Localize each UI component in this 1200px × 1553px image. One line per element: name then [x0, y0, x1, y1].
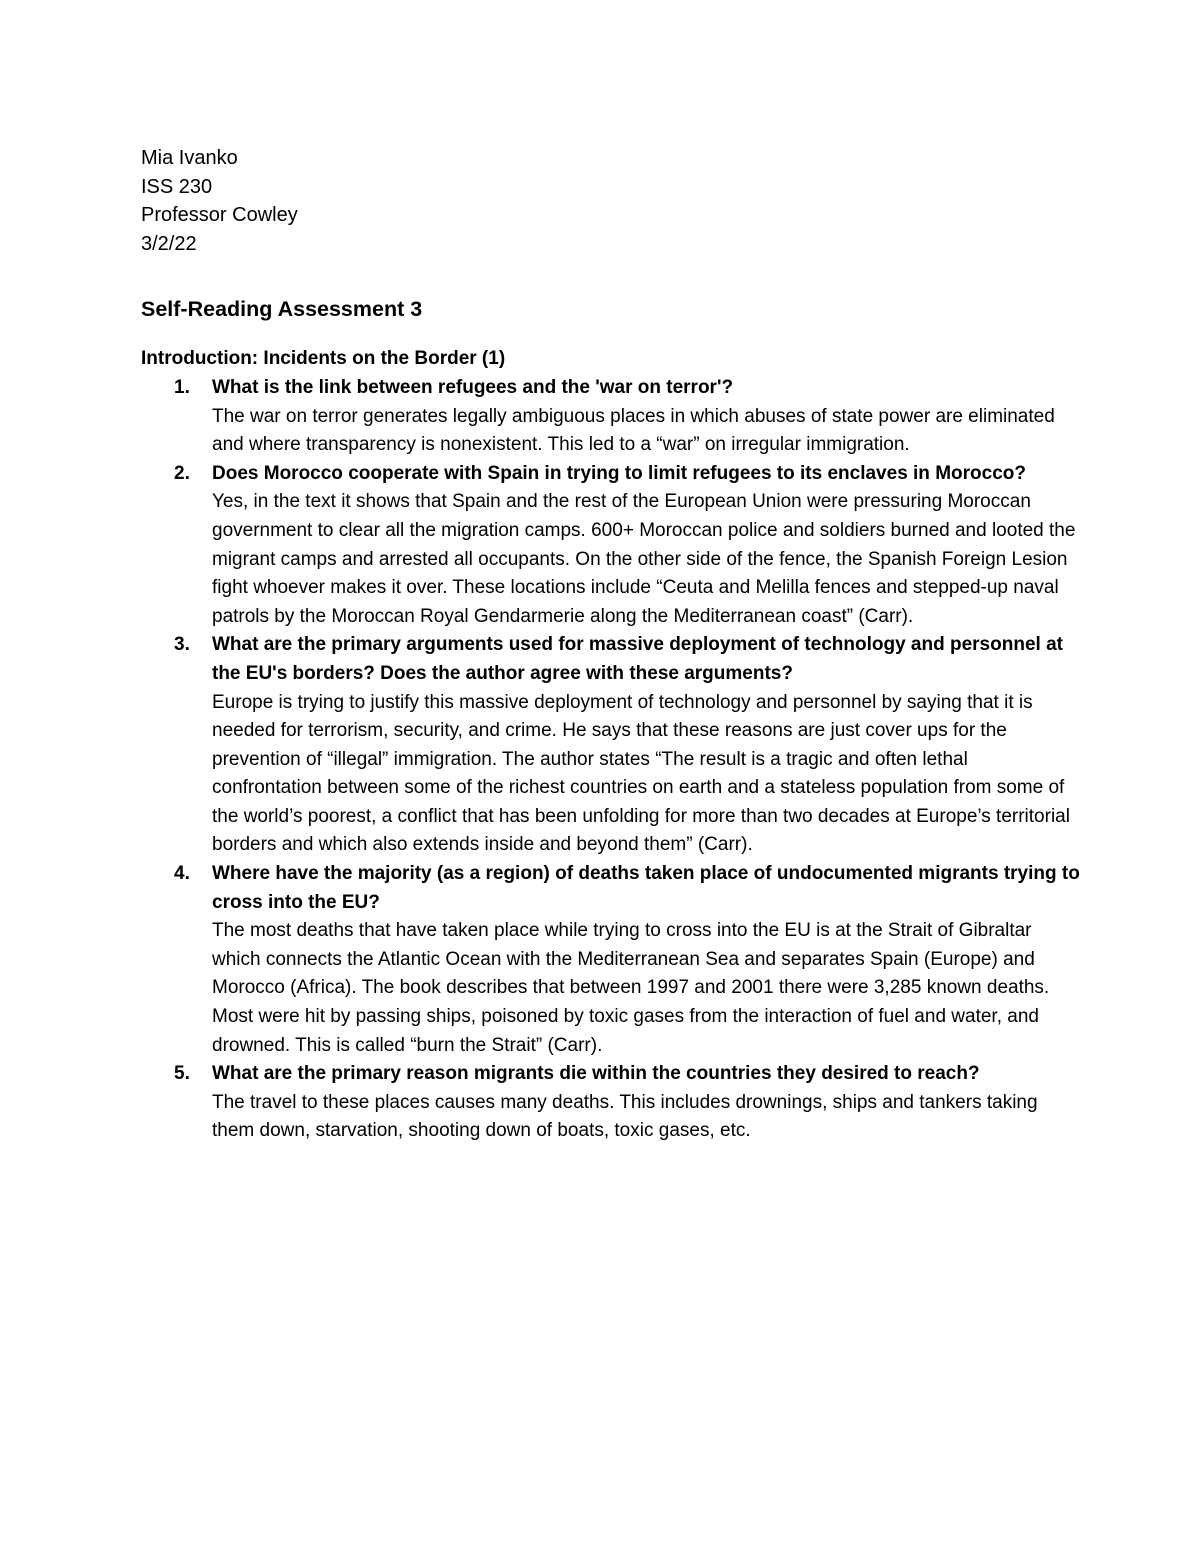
answer-text: Europe is trying to justify this massive deployment of technology and personnel by saying that it is needed for terrorism, security, and crime. He says that these reasons are just cover ups for the prevention of “illegal” immigration. The author states “The result is a tragic and often lethal confrontation between some of the richest countries on earth and a stateless population from some of the world’s poorest, a conflict that has been unfolding for more than two decades at Europe’s territorial borders and which also extends inside and beyond them” (Carr).: [212, 691, 1070, 856]
document-header: [141, 144, 1081, 258]
question-text: What is the link between refugees and the 'war on terror'?: [212, 376, 734, 398]
professor-name: Professor Cowley: [141, 204, 298, 227]
question-number: 1.: [174, 376, 190, 398]
question-text: What are the primary arguments used for massive deployment of technology and personnel at the EU's borders? Does the author agree with these arguments?: [212, 634, 1063, 684]
question-list: [141, 374, 1081, 1146]
question-text: Where have the majority (as a region) of deaths taken place of undocumented migrants trying to cross into the EU?: [212, 863, 1080, 913]
answer-text: The war on terror generates legally ambiguous places in which abuses of state power are eliminated and where transparency is nonexistent. This led to a “war” on irregular immigration.: [212, 405, 1055, 456]
question-item-5: [141, 1060, 1081, 1146]
question-number: 3.: [174, 634, 190, 656]
question-number: 5.: [174, 1063, 190, 1085]
section-heading: Introduction: Incidents on the Border (1): [141, 348, 506, 370]
document-date: 3/2/22: [141, 232, 197, 255]
question-item-2: [141, 460, 1081, 632]
question-item-4: [141, 860, 1081, 1060]
question-item-1: [141, 374, 1081, 460]
author-name: Mia Ivanko: [141, 147, 238, 169]
course-code: ISS 230: [141, 175, 213, 198]
question-text: What are the primary reason migrants die within the countries they desired to reach?: [212, 1063, 980, 1085]
question-text: Does Morocco cooperate with Spain in trying to limit refugees to its enclaves in Morocco?: [212, 462, 1026, 484]
answer-text: Yes, in the text it shows that Spain and the rest of the European Union were pressuring Moroccan government to clear all the migration camps. 600+ Moroccan police and soldiers burned and looted the migrant camps and arrested all occupants. On the other side of the fence, the Spanish Foreign Lesion fight whoever makes it over. These locations include “Ceuta and Melilla fences and stepped-up naval patrols by the Moroccan Royal Gendarmerie along the Mediterranean coast” (Carr).: [212, 491, 1076, 627]
question-number: 4.: [174, 863, 190, 885]
document-title: Self-Reading Assessment 3: [141, 297, 423, 322]
answer-text: The travel to these places causes many deaths. This includes drownings, ships and tankers taking them down, starvation, shooting down of boats, toxic gases, etc.: [212, 1091, 1038, 1142]
document-page: [141, 144, 1081, 1146]
question-number: 2.: [174, 462, 190, 484]
answer-text: The most deaths that have taken place while trying to cross into the EU is at the Strait of Gibraltar which connects the Atlantic Ocean with the Mediterranean Sea and separates Spain (Europe) and Morocco (Africa). The book describes that between 1997 and 2001 there were 3,285 known deaths. Most were hit by passing ships, poisoned by toxic gases from the interaction of fuel and water, and drowned. This is called “burn the Strait” (Carr).: [212, 920, 1050, 1056]
question-item-3: [141, 631, 1081, 860]
